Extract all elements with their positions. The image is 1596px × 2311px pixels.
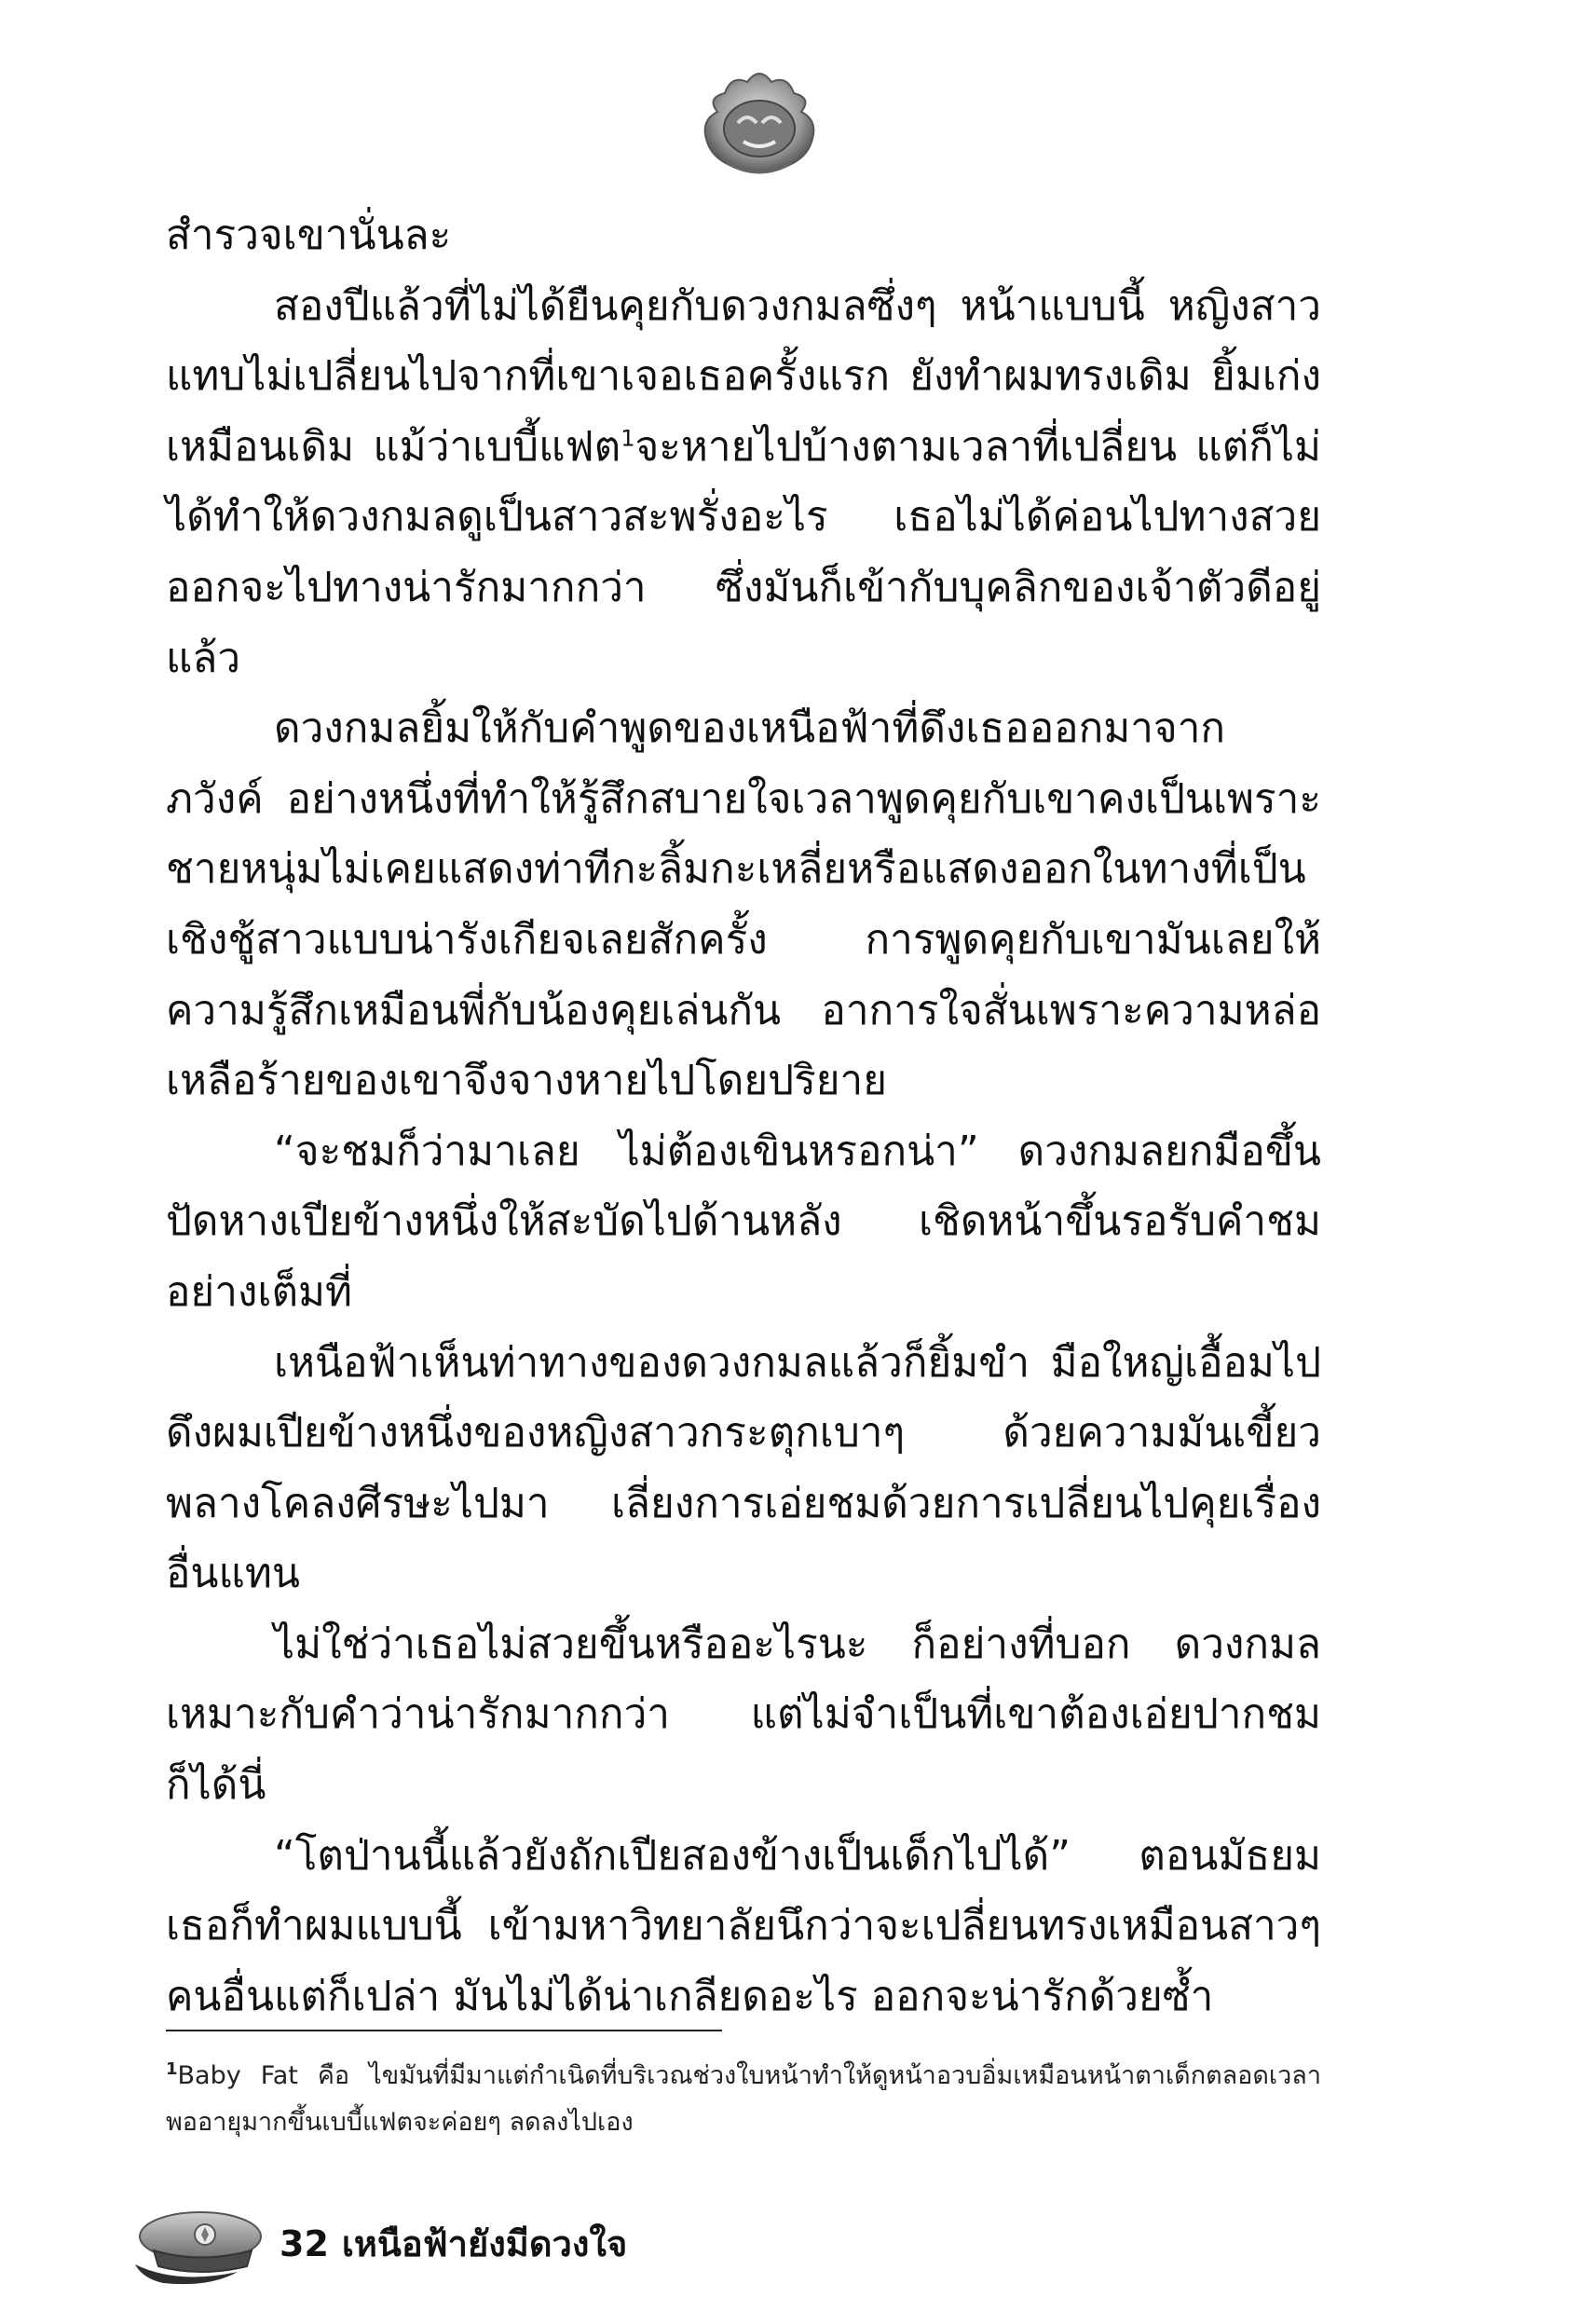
paragraph: “โตป่านนี้แล้วยังถักเปียสองข้างเป็นเด็กไปได้” ตอนมัธยมเธอก็ทำผมแบบนี้ เข้ามหาวิทยาลัยนึกว่าจะเปลี่ยนทรงเหมือนสาวๆ คนอื่นแต่ก็เปล่า มันไม่ได้น่าเกลียดอะไร ออกจะน่ารักด้วยซ้ำ [166, 1831, 1321, 2020]
publisher-emblem-icon [689, 56, 829, 196]
paragraph: ดวงกมลยิ้มให้กับคำพูดของเหนือฟ้าที่ดึงเธอออกมาจากภวังค์ อย่างหนึ่งที่ทำให้รู้สึกสบายใจเวลาพูดคุยกับเขาคงเป็นเพราะชายหนุ่มไม่เคยแสดงท่าทีกะลิ้มกะเหลี่ยหรือแสดงออกในทางที่เป็นเชิงชู้สาวแบบน่ารังเกียจเลยสักครั้ง การพูดคุยกับเขามันเลยให้ความรู้สึกเหมือนพี่กับน้องคุยเล่นกัน อาการใจสั่นเพราะความหล่อเหลือร้ายของเขาจึงจางหายไปโดยปริยาย [166, 704, 1321, 1105]
page-footer [280, 2215, 627, 2272]
footnotes [166, 2046, 1321, 2146]
paragraph: สำรวจเขานั่นละ [166, 212, 452, 259]
footnote-reference: 1 [621, 425, 635, 452]
footnote: $^1$Baby Fat คือ ไขมันที่มีมาแต่กำเนิดที่บริเวณช่วงใบหน้าทำให้ดูหน้าอวบอิ่มเหมือนหน้าตาเด็กตลอดเวลา พออายุมากขึ้นเบบี้แฟตจะค่อยๆ ลดลงไปเอง [166, 2059, 1321, 2137]
paragraph: สองปีแล้วที่ไม่ได้ยืนคุยกับดวงกมลซึ่งๆ หน้าแบบนี้ หญิงสาวแทบไม่เปลี่ยนไปจากที่เขาเจอเธอครั้งแรก ยังทำผมทรงเดิม ยิ้มเก่งเหมือนเดิม แม้ว่าเบบี้แฟต$^1$จะหายไปบ้างตามเวลาที่เปลี่ยน แต่ก็ไม่ได้ทำให้ดวงกมลดูเป็นสาวสะพรั่งอะไร เธอไม่ได้ค่อนไปทางสวยออกจะไปทางน่ารักมากกว่า ซึ่งมันก็เข้ากับบุคลิกของเจ้าตัวดีอยู่แล้ว [166, 281, 1322, 682]
page-number: 32 [280, 2223, 329, 2264]
police-cap-icon [126, 2199, 266, 2288]
paragraph: ไม่ใช่ว่าเธอไม่สวยขึ้นหรืออะไรนะ ก็อย่างที่บอก ดวงกมลเหมาะกับคำว่าน่ารักมากกว่า แต่ไม่จำเป็นที่เขาต้องเอ่ยปากชมก็ได้นี่ [166, 1620, 1321, 1810]
body-text [166, 200, 1321, 2031]
footnote-divider [166, 2030, 722, 2031]
book-title: เหนือฟ้ายังมีดวงใจ [341, 2223, 628, 2264]
paragraph: เหนือฟ้าเห็นท่าทางของดวงกมลแล้วก็ยิ้มขำ มือใหญ่เอื้อมไปดึงผมเปียข้างหนึ่งของหญิงสาวกระตุกเบาๆ ด้วยความมันเขี้ยว พลางโคลงศีรษะไปมา เลี่ยงการเอ่ยชมด้วยการเปลี่ยนไปคุยเรื่องอื่นแทน [166, 1338, 1321, 1598]
paragraph: “จะชมก็ว่ามาเลย ไม่ต้องเขินหรอกน่า” ดวงกมลยกมือขึ้นปัดหางเปียข้างหนึ่งให้สะบัดไปด้านหลัง เชิดหน้าขึ้นรอรับคำชมอย่างเต็มที่ [166, 1127, 1321, 1316]
footnote-marker: 1 [166, 2059, 178, 2079]
